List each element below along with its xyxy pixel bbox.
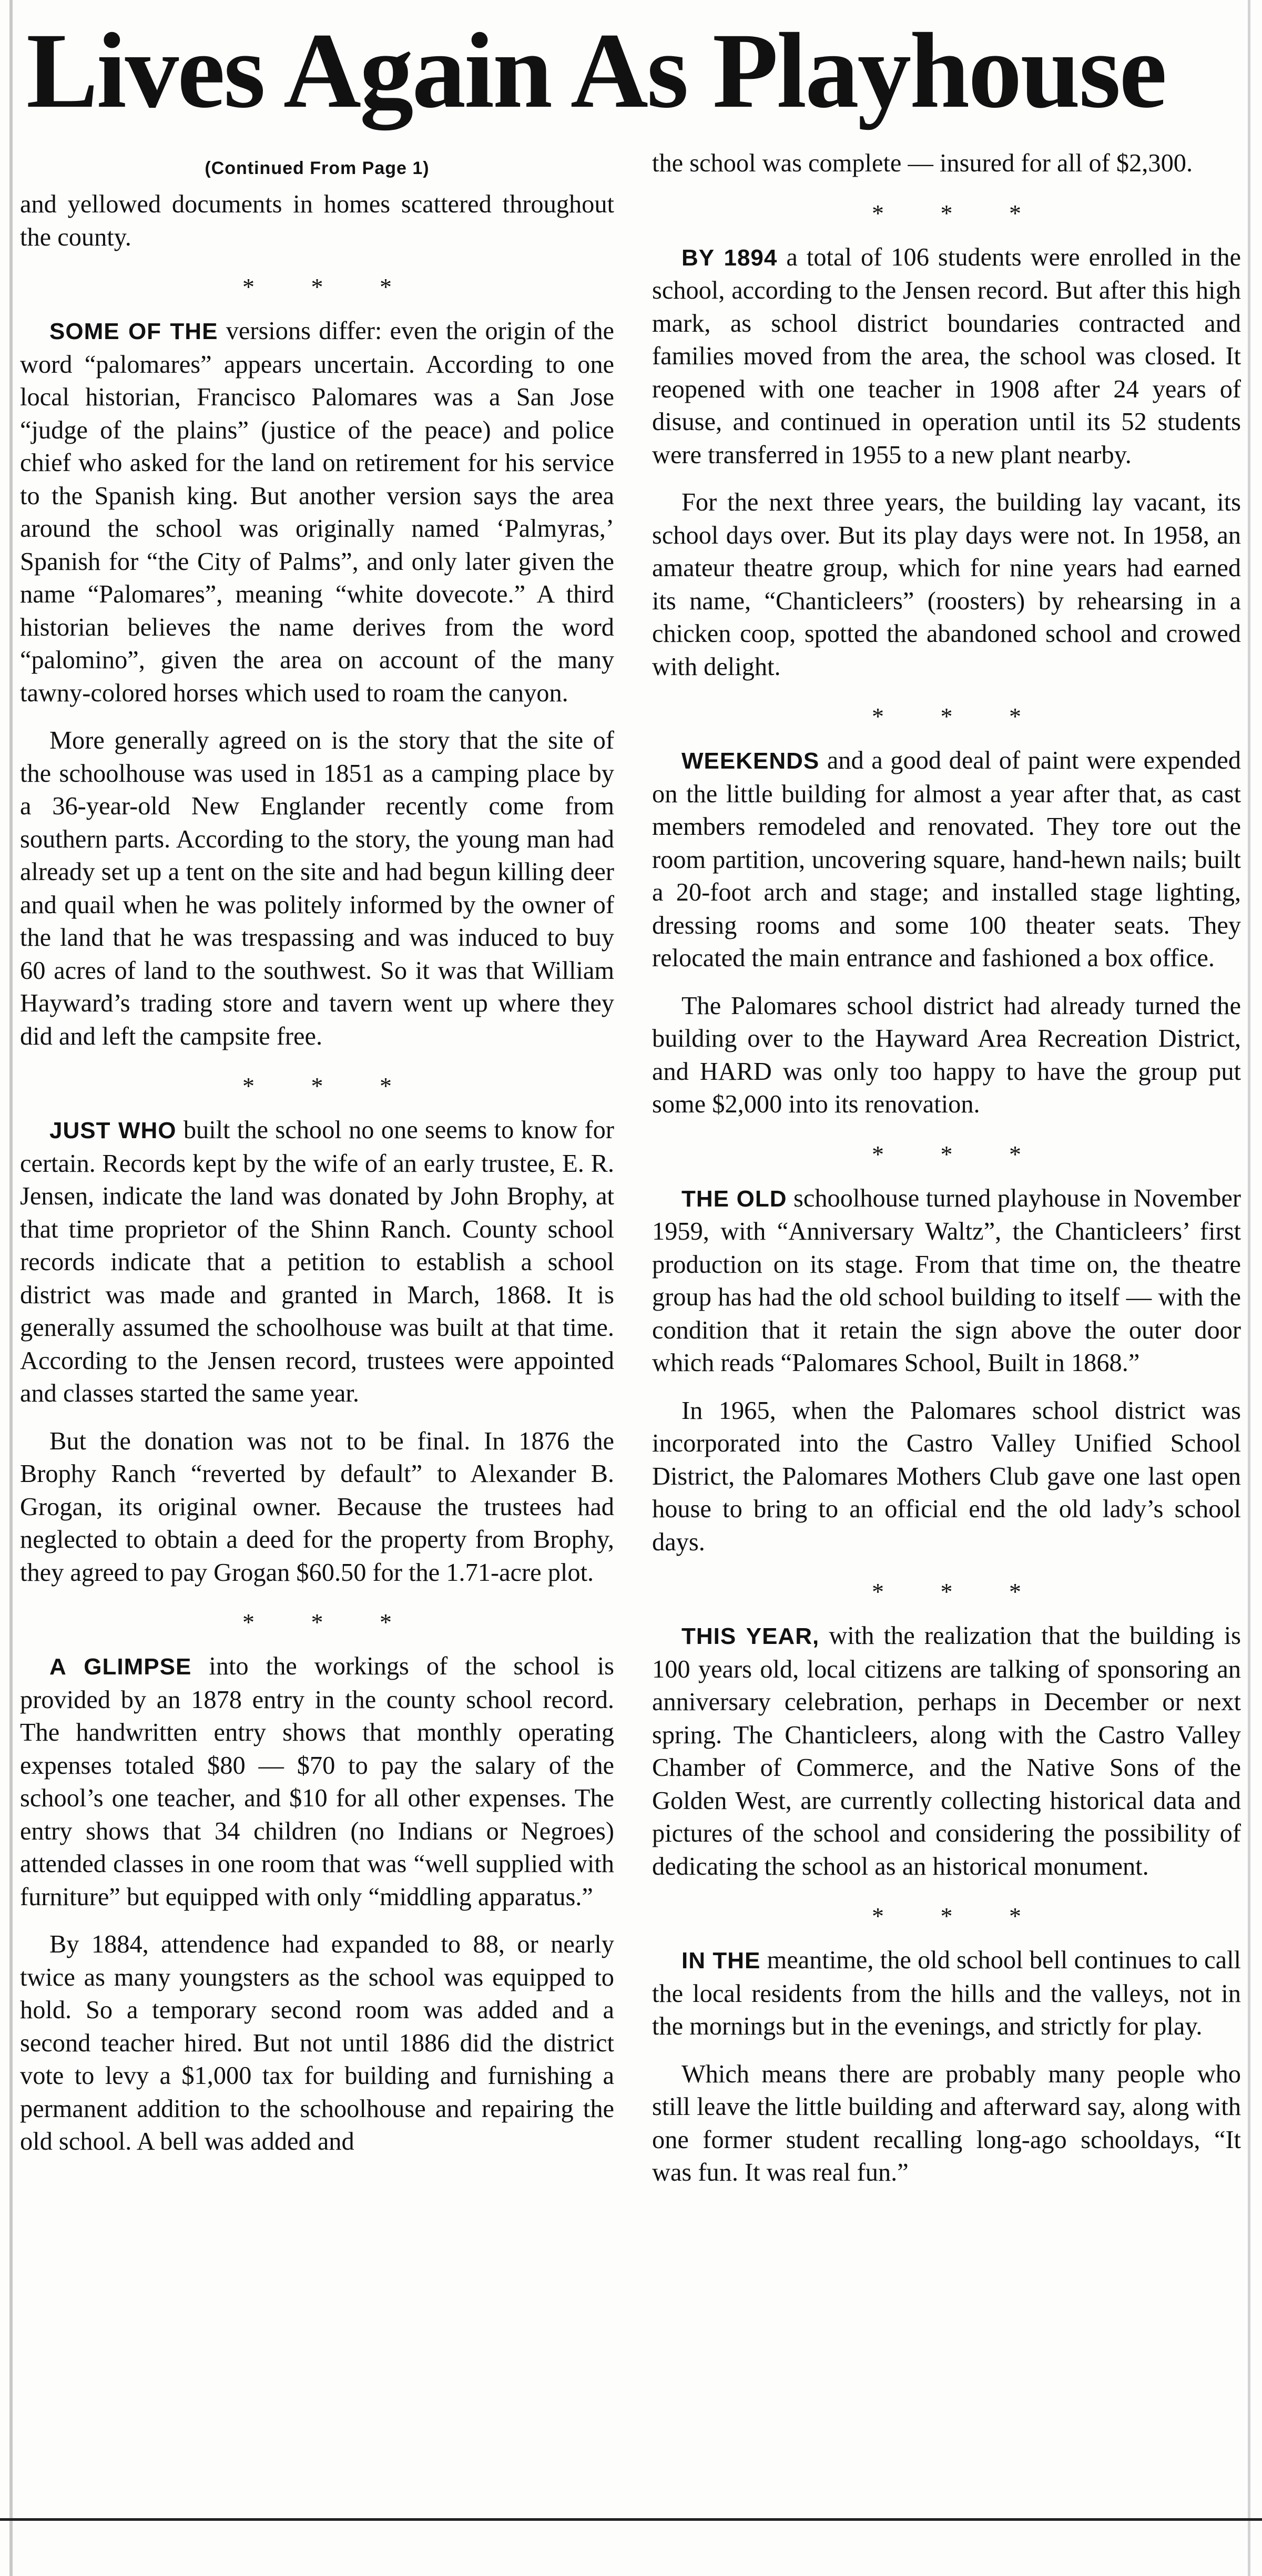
lead-in: BY 1894 xyxy=(681,244,778,271)
paragraph-text: a total of 106 students were enrolled in the school, according to the Jensen record. But after this high mark, as school district boundaries contracted and families moved from the area, the school was closed. It reopened with one teacher in 1908 after 24 years of disuse, and continued in operation until its 52 students were transferred in 1955 to a new plant nearby. xyxy=(652,243,1241,469)
paragraph xyxy=(20,1650,614,1914)
paragraph-text: with the realization that the building is 100 years old, local citizens are talking of sponsoring an anniversary celebration, perhaps in December or next spring. The Chanticleers, along with the Castro Valley Chamber of Commerce, and the Native Sons of the Golden West, are currently collecting historical data and pictures of the school and considering the possibility of dedicating the school as an historical monument. xyxy=(652,1622,1241,1880)
section-divider: * * * xyxy=(872,199,1046,227)
paragraph-text: built the school no one seems to know for certain. Records kept by the wife of an early trustee, E. R. Jensen, indicate the land was donated by John Brophy, at that time proprietor of the Shinn Ranch. County school records indicate that a petition to establish a school district was made and granted in March, 1868. It is generally assumed the schoolhouse was built at that time. According to the Jensen record, trustees were appointed and classes started the same year. xyxy=(20,1116,614,1407)
paragraph: and yellowed documents in homes scattered throughout the county. xyxy=(20,190,614,251)
paragraph: By 1884, attendence had expanded to 88, or nearly twice as many youngsters as the school was equipped to hold. So a temporary second room was added and a second teacher hired. But not until 1886 did the district vote to levy a $1,000 tax for building and furnishing a permanent addition to the schoolhouse and repairing the old school. A bell was added and xyxy=(20,1930,614,2155)
paragraph-text: meantime, the old school bell continues to call the local residents from the hills and the valleys, not in the mornings but in the evenings, and strictly for play. xyxy=(652,1946,1241,2040)
paragraph-text: into the workings of the school is provided by an 1878 entry in the county school record. The handwritten entry shows that monthly operating expenses totaled $80 — $70 to pay the salary of the school’s one teacher, and $10 for all other expenses. The entry shows that 34 children (no Indians or Negroes) attended classes in one room that was “well supplied with furniture” but equipped with only “middling apparatus.” xyxy=(20,1652,614,1911)
paragraph xyxy=(652,1182,1241,1380)
lead-in: IN THE xyxy=(681,1948,761,1974)
section-divider: * * * xyxy=(242,1609,417,1635)
clipping-edge-left xyxy=(9,0,13,2576)
section-divider: * * * xyxy=(872,1578,1046,1605)
lead-in: SOME OF THE xyxy=(49,319,218,344)
paragraph xyxy=(652,1944,1241,2043)
lead-in: JUST WHO xyxy=(49,1118,177,1143)
lead-in: THIS YEAR, xyxy=(681,1623,820,1649)
clipping-edge-right xyxy=(1248,0,1250,2576)
paragraph-text: schoolhouse turned playhouse in November 1959, with “Anniversary Waltz”, the Chanticleers’ first production on its stage. From that time on, the theatre group has had the old school building to itself — with the condition that it retain the sign above the outer door which reads “Palomares School, Built in 1868.” xyxy=(652,1184,1241,1377)
paragraph-text: and a good deal of paint were expended on the little building for almost a year after that, as cast members remodeled and renovated. They tore out the room partition, uncovering square, hand-hewn nails; built a 20-foot arch and stage; and installed stage lighting, dressing rooms and some 100 theater seats. They relocated the main entrance and fashioned a box office. xyxy=(652,747,1241,972)
paragraph: More generally agreed on is the story that the site of the schoolhouse was used in 1851 as a camping place by a 36-year-old New Englander recently come from southern parts. According to the story, the young man had already set up a tent on the site and had begun killing deer and quail when he was politely informed by the owner of the land that he was trespassing and was induced to buy 60 acres of land to the southwest. So it was that William Hayward’s trading store and tavern went up where they did and left the campsite free. xyxy=(20,727,614,1050)
section-divider: * * * xyxy=(242,1072,417,1099)
paragraph-text: versions differ: even the origin of the word “palomares” appears uncertain. According to one local historian, Francisco Palomares was a San Jose “judge of the plains” (justice of the peace) and police chief who asked for the land on retirement for his service to the Spanish king. But another version says the area around the school was originally named ‘Palmyras,’ Spanish for “the City of Palms”, and only later given the name “Palomares”, meaning “white dovecote.” A third historian believes the name derives from the word “palomino”, given the area on account of the many tawny-colored horses which used to roam the canyon. xyxy=(20,317,615,707)
paragraph xyxy=(652,241,1241,472)
right-column xyxy=(652,147,1241,2204)
section-divider: * * * xyxy=(872,703,1046,730)
paragraph: The Palomares school district had already turned the building over to the Hayward Area Recreation District, and HARD was only too happy to have the group put some $2,000 into its renovation. xyxy=(652,991,1241,1118)
lead-in: WEEKENDS xyxy=(681,748,820,774)
paragraph: But the donation was not to be final. In 1876 the Brophy Ranch “reverted by default” to Alexander B. Grogan, its original owner. Because the trustees had neglected to obtain a deed for the property from Brophy, they agreed to pay Grogan $60.50 for the 1.71-acre plot. xyxy=(20,1427,614,1587)
section-divider: * * * xyxy=(872,1903,1046,1929)
paragraph: In 1965, when the Palomares school district was incorporated into the Castro Valley Unified School District, the Palomares Mothers Club gave one last open house to bring to an official end the old lady’s school days. xyxy=(652,1396,1241,1556)
paragraph: For the next three years, the building lay vacant, its school days over. But its play days were not. In 1958, an amateur theatre group, which for nine years had earned its name, “Chanticleers” (roosters) by rehearsing in a chicken coop, spotted the abandoned school and crowed with delight. xyxy=(652,488,1241,681)
paragraph: Which means there are probably many people who still leave the little building and afterward say, along with one former student recalling long-ago schooldays, “It was fun. It was real fun.” xyxy=(652,2060,1241,2186)
paragraph xyxy=(20,1114,614,1410)
paragraph xyxy=(652,744,1241,975)
paragraph xyxy=(652,1620,1241,1883)
paragraph: the school was complete — insured for all of $2,300. xyxy=(652,149,1193,177)
lead-in: A GLIMPSE xyxy=(49,1654,192,1680)
lead-in: THE OLD xyxy=(681,1185,787,1212)
section-divider: * * * xyxy=(872,1140,1046,1168)
headline: Lives Again As Playhouse xyxy=(26,11,1166,130)
left-column xyxy=(20,147,614,2173)
paragraph xyxy=(20,315,614,710)
section-divider: * * * xyxy=(242,273,417,300)
continued-note: (Continued From Page 1) xyxy=(205,158,430,178)
bottom-rule xyxy=(0,2518,1262,2521)
